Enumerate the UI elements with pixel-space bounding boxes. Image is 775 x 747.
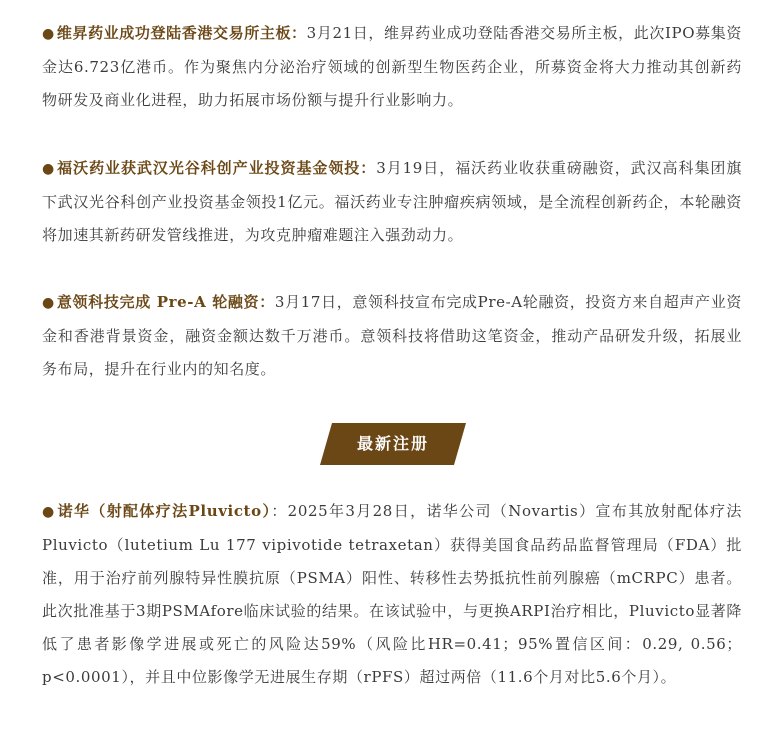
section-title: 最新注册	[356, 434, 429, 453]
news-headline: 意领科技完成 Pre-A 轮融资：	[56, 293, 275, 311]
bullet-icon: ●	[42, 504, 56, 520]
news-body: 3月21日，维昇药业成功登陆香港交易所主板，此次IPO募集资金达6.723亿港币。作为聚焦内分泌治疗领域的创新型生物医药企业，所募资金将大力推动其创新药物研发及商业化进程，助力拓展市场份额与提升行业影响力。	[42, 24, 742, 109]
news-body: 3月17日，意领科技宣布完成Pre-A轮融资，投资方来自超声产业资金和香港背景资金，融资金额达数千万港币。意领科技将借助这笔资金，推动产品研发升级，拓展业务布局，提升在行业内的知名度。	[42, 293, 742, 378]
registration-item	[42, 495, 742, 694]
news-headline: 福沃药业获武汉光谷科创产业投资基金领投：	[57, 159, 377, 177]
news-item	[42, 17, 742, 117]
news-item	[42, 286, 742, 386]
registration-headline: 诺华（射配体疗法Pluvicto）	[57, 502, 272, 520]
bullet-icon: ●	[42, 26, 55, 42]
section-banner	[320, 423, 466, 465]
bullet-icon: ●	[42, 161, 56, 177]
news-body: 3月19日，福沃药业收获重磅融资，武汉高科集团旗下武汉光谷科创产业投资基金领投1亿元。福沃药业专注肿瘤疾病领域，是全流程创新药企，本轮融资将加速其新药研发管线推进，为攻克肿瘤难题注入强劲动力。	[42, 159, 742, 244]
registration-body: ：2025年3月28日，诺华公司（Novartis）宣布其放射配体疗法Pluvicto（lutetium Lu 177 vipivotide tetraxetan）获得美国食品药品监督管理局（FDA）批准，用于治疗前列腺特异性膜抗原（PSMA）阳性、转移性去势抵抗性前列腺癌（mCRPC）患者。此次批准基于3期PSMAfore临床试验的结果。在该试验中，与更换ARPI治疗相比，Pluvicto显著降低了患者影像学进展或死亡的风险达59%（风险比HR=0.41；95%置信区间：0.29, 0.56；p<0.0001），并且中位影像学无进展生存期（rPFS）超过两倍（11.6个月对比5.6个月）。	[42, 502, 742, 686]
bullet-icon: ●	[42, 295, 55, 311]
news-headline: 维昇药业成功登陆香港交易所主板：	[56, 24, 307, 42]
news-item	[42, 152, 742, 252]
